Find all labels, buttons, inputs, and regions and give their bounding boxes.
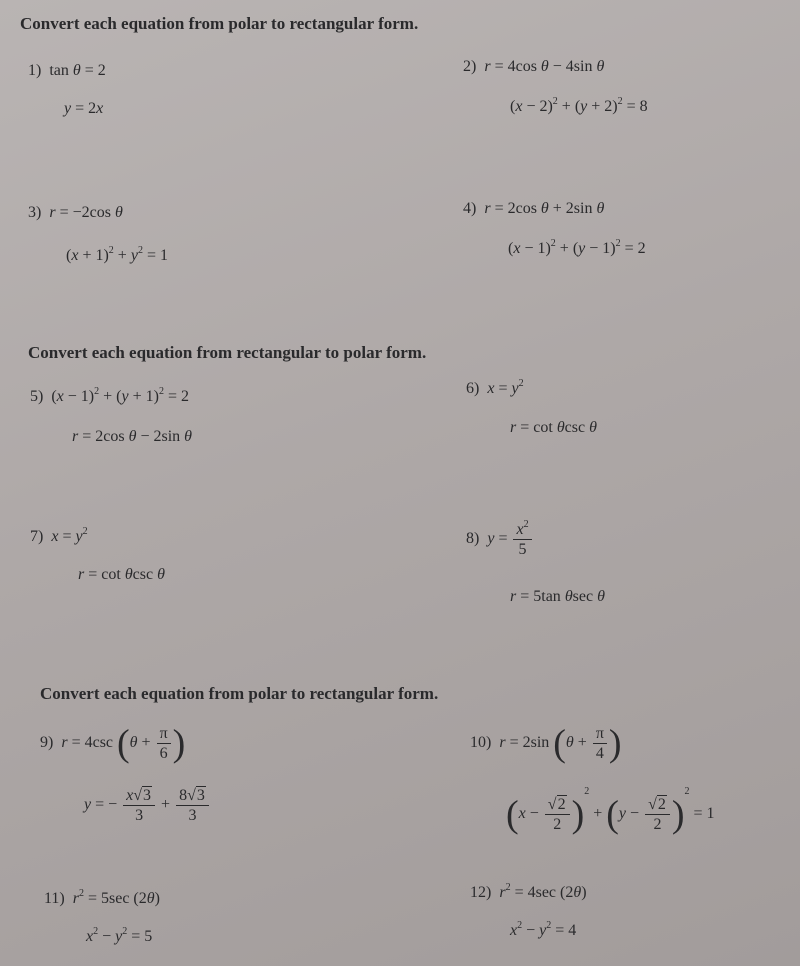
problem-12-question: 12) $r^2 = 4\sec$ (2θ) — [470, 882, 587, 901]
problem-6-question: 6) $x = y^2$ — [466, 378, 524, 397]
section-heading: Convert each equation from polar to rectangular form. — [20, 14, 419, 33]
problem-1-answer: y = 2x — [64, 100, 104, 117]
problem-8-question: 8) y = $\frac{x^2}{5}$ — [466, 520, 534, 559]
problem-3-answer: $(x + 1)^2 + y^2 = 1$ — [66, 245, 168, 264]
problem-1-question: 1) tan θ = 2 — [28, 62, 106, 79]
problem-number: 3) — [28, 204, 42, 221]
problem-10-answer: (x − $\frac{√2}{2}$ )$^2$ + (y − $\frac{√2}{2}$ )$^2$ = 1 — [506, 786, 715, 836]
problem-11-question: 11) $r^2 = 5\sec$ (2θ) — [44, 888, 160, 907]
problem-5-question: 5) $(x - 1)^2 + (y + 1)^2 = 2$ — [30, 386, 189, 405]
problem-6-answer: r = cot θcsc θ — [510, 419, 597, 436]
problem-5-answer: r = 2cos θ − 2sin θ — [72, 428, 193, 445]
problem-number: 12) — [470, 884, 492, 901]
section-heading: Convert each equation from polar to rectangular form. — [40, 684, 439, 703]
problem-9-answer: y = − $\frac{x√3}{3}$ + $\frac{8√3}{3}$ — [84, 786, 211, 825]
problem-number: 10) — [470, 734, 492, 752]
problem-9-question: 9) r = 4csc (θ + $\frac{\pi}{6}$ ) — [40, 722, 186, 765]
problem-11-answer: $x^2 - y^2 = 5$ — [86, 926, 153, 945]
problem-4-answer: $(x - 1)^2 + (y - 1)^2 = 2$ — [508, 238, 646, 257]
problem-2-answer: $(x - 2)^2 + (y + 2)^2 = 8$ — [510, 96, 648, 115]
problem-number: 2) — [463, 58, 477, 75]
problem-number: 9) — [40, 734, 54, 752]
problem-number: 7) — [30, 528, 44, 545]
problem-number: 11) — [44, 890, 65, 907]
problem-3-question: 3) r = −2cos θ — [28, 204, 123, 221]
problem-number: 5) — [30, 388, 44, 405]
problem-12-answer: $x^2 - y^2 = 4$ — [510, 920, 577, 939]
problem-8-answer: r = 5tan θsec θ — [510, 588, 605, 605]
problem-10-question: 10) r = 2sin (θ + $\frac{\pi}{4}$ ) — [470, 722, 622, 765]
problem-number: 6) — [466, 380, 480, 397]
problem-number: 4) — [463, 200, 477, 217]
problem-7-question: 7) $x = y^2$ — [30, 526, 88, 545]
section-heading: Convert each equation from rectangular to polar form. — [28, 343, 427, 362]
problem-7-answer: r = cot θcsc θ — [78, 566, 165, 583]
problem-4-question: 4) r = 2cos θ + 2sin θ — [463, 200, 605, 217]
problem-number: 1) — [28, 62, 42, 79]
problem-2-question: 2) r = 4cos θ − 4sin θ — [463, 58, 605, 75]
problem-number: 8) — [466, 530, 480, 548]
